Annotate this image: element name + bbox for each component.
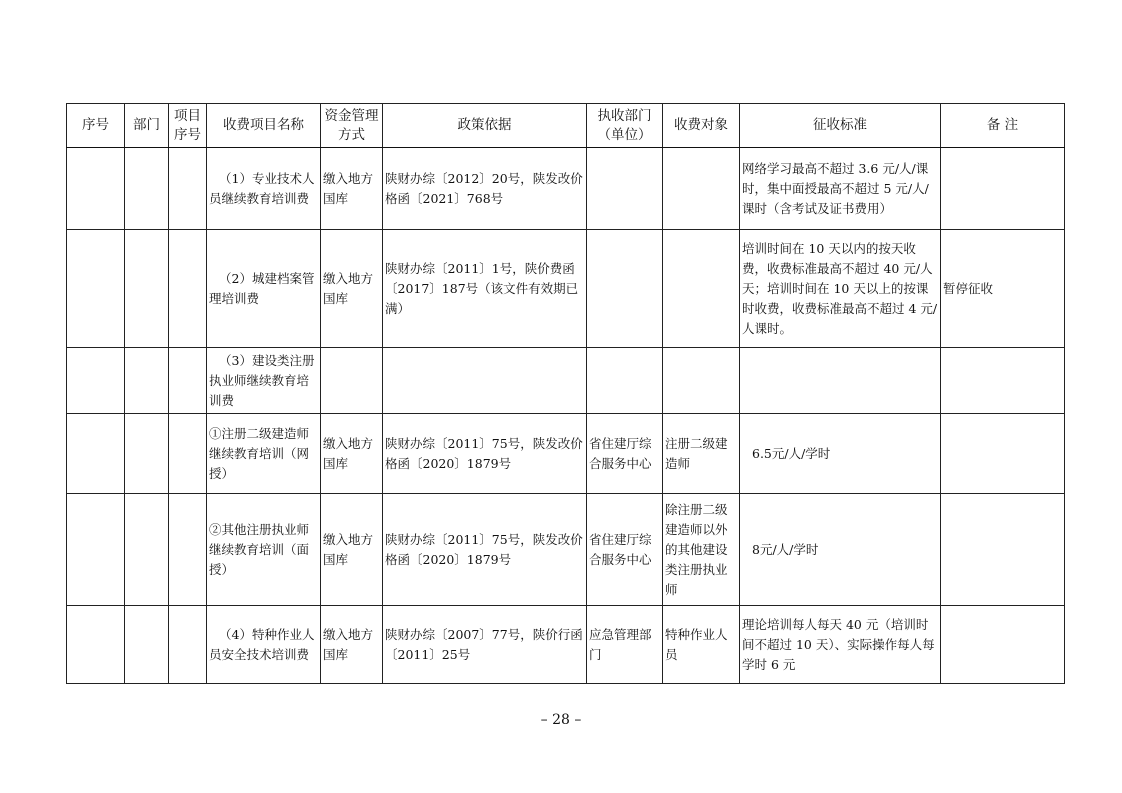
cell-collector (587, 230, 663, 348)
cell-fund: 缴入地方国库 (321, 148, 383, 230)
cell-standard: 理论培训每人每天 40 元（培训时间不超过 10 天）、实际操作每人每学时 6 元 (740, 606, 941, 684)
cell-collector: 省住建厅综合服务中心 (587, 494, 663, 606)
cell-policy: 陕财办综〔2012〕20号，陕发改价格函〔2021〕768号 (383, 148, 587, 230)
cell-item-seq (169, 148, 207, 230)
cell-policy: 陕财办综〔2011〕75号，陕发改价格函〔2020〕1879号 (383, 494, 587, 606)
table-row (67, 494, 1065, 606)
cell-fund: 缴入地方国库 (321, 606, 383, 684)
cell-remark (941, 494, 1065, 606)
page-number: – 28 – (540, 712, 582, 728)
cell-collector: 省住建厅综合服务中心 (587, 414, 663, 494)
cell-fund: 缴入地方国库 (321, 414, 383, 494)
cell-name: （2）城建档案管理培训费 (207, 230, 321, 348)
table-row (67, 348, 1065, 414)
fee-table (66, 103, 1065, 684)
cell-target: 注册二级建造师 (663, 414, 740, 494)
cell-remark (941, 606, 1065, 684)
cell-standard: 6.5元/人/学时 (740, 414, 941, 494)
cell-target: 特种作业人员 (663, 606, 740, 684)
table-row (67, 606, 1065, 684)
cell-target (663, 348, 740, 414)
cell-item-seq (169, 414, 207, 494)
cell-policy: 陕财办综〔2007〕77号，陕价行函〔2011〕25号 (383, 606, 587, 684)
cell-item-seq (169, 348, 207, 414)
header-item-seq: 项目序号 (169, 104, 207, 148)
cell-item-seq (169, 606, 207, 684)
table-row (67, 414, 1065, 494)
header-target: 收费对象 (663, 104, 740, 148)
cell-name: （4）特种作业人员安全技术培训费 (207, 606, 321, 684)
cell-dept (125, 606, 169, 684)
cell-dept (125, 148, 169, 230)
header-row (67, 104, 1065, 148)
cell-remark (941, 148, 1065, 230)
cell-standard (740, 348, 941, 414)
header-dept: 部门 (125, 104, 169, 148)
cell-fund: 缴入地方国库 (321, 230, 383, 348)
cell-target (663, 148, 740, 230)
cell-target (663, 230, 740, 348)
header-fund: 资金管理方式 (321, 104, 383, 148)
cell-item-seq (169, 230, 207, 348)
cell-standard: 培训时间在 10 天以内的按天收费，收费标准最高不超过 40 元/人天；培训时间在 10 天以上的按课时收费，收费标准最高不超过 4 元/人课时。 (740, 230, 941, 348)
cell-policy: 陕财办综〔2011〕1号，陕价费函〔2017〕187号（该文件有效期已满） (383, 230, 587, 348)
header-name: 收费项目名称 (207, 104, 321, 148)
cell-seq (67, 606, 125, 684)
cell-name: ①注册二级建造师继续教育培训（网授） (207, 414, 321, 494)
cell-collector (587, 348, 663, 414)
cell-seq (67, 348, 125, 414)
header-collector: 执收部门（单位） (587, 104, 663, 148)
cell-item-seq (169, 494, 207, 606)
header-standard: 征收标准 (740, 104, 941, 148)
cell-remark (941, 348, 1065, 414)
cell-seq (67, 414, 125, 494)
cell-fund: 缴入地方国库 (321, 494, 383, 606)
cell-seq (67, 148, 125, 230)
cell-dept (125, 414, 169, 494)
cell-target: 除注册二级建造师以外的其他建设类注册执业师 (663, 494, 740, 606)
cell-name: （1）专业技术人员继续教育培训费 (207, 148, 321, 230)
cell-policy: 陕财办综〔2011〕75号，陕发改价格函〔2020〕1879号 (383, 414, 587, 494)
table-row (67, 148, 1065, 230)
cell-standard: 网络学习最高不超过 3.6 元/人/课时，集中面授最高不超过 5 元/人/课时（含考试及证书费用） (740, 148, 941, 230)
header-policy: 政策依据 (383, 104, 587, 148)
cell-dept (125, 494, 169, 606)
cell-name: （3）建设类注册执业师继续教育培训费 (207, 348, 321, 414)
cell-policy (383, 348, 587, 414)
header-seq: 序号 (67, 104, 125, 148)
table-row (67, 230, 1065, 348)
header-remark: 备 注 (941, 104, 1065, 148)
cell-remark (941, 414, 1065, 494)
cell-dept (125, 348, 169, 414)
cell-standard: 8元/人/学时 (740, 494, 941, 606)
cell-seq (67, 494, 125, 606)
cell-remark: 暂停征收 (941, 230, 1065, 348)
cell-collector (587, 148, 663, 230)
cell-seq (67, 230, 125, 348)
cell-fund (321, 348, 383, 414)
cell-collector: 应急管理部门 (587, 606, 663, 684)
cell-name: ②其他注册执业师继续教育培训（面授） (207, 494, 321, 606)
cell-dept (125, 230, 169, 348)
